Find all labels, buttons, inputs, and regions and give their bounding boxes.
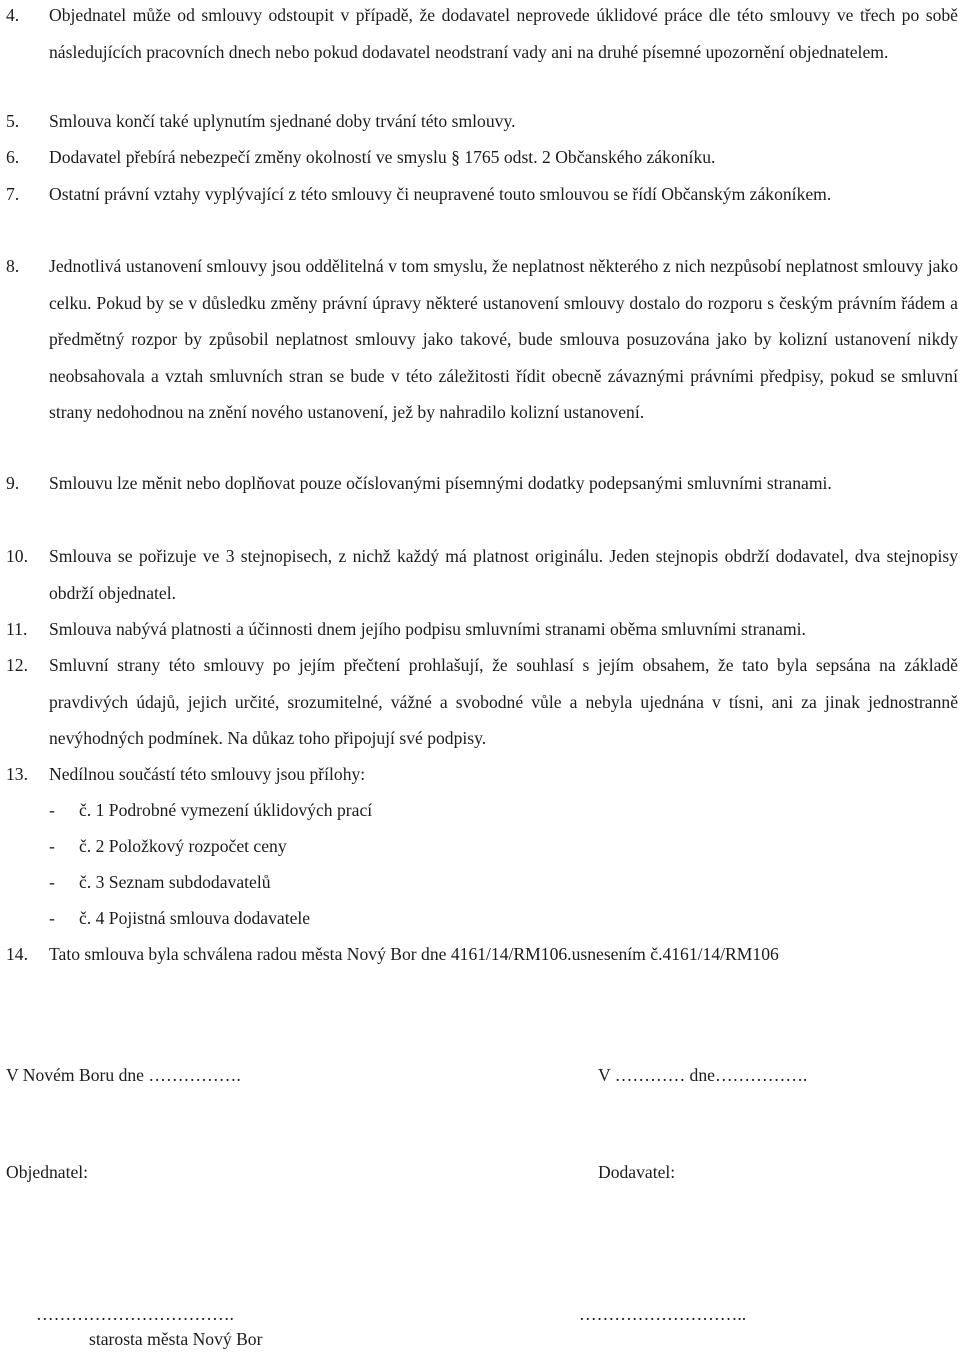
supplier-label: Dodavatel: bbox=[598, 1162, 676, 1182]
list-dash: - bbox=[49, 800, 55, 820]
clause-14 bbox=[0, 936, 958, 973]
clause-12 bbox=[0, 647, 958, 757]
clause-9 bbox=[0, 465, 958, 502]
clause-number: 9. bbox=[6, 473, 20, 493]
clause-10 bbox=[0, 538, 958, 611]
clause-text: Objednatel může od smlouvy odstoupit v případě, že dodavatel neprovede úklidové práce dle této smlouvy ve třech po sobě následujících pracovních dnech nebo pokud dodavatel neodstraní vady ani na druhé písemné upozornění objednatelem. bbox=[49, 5, 958, 62]
clause-text: Nedílnou součástí této smlouvy jsou přílohy: bbox=[49, 764, 366, 784]
clause-number: 4. bbox=[6, 5, 20, 25]
clause-number: 12. bbox=[6, 655, 28, 675]
signature-line-right: ……………………….. bbox=[579, 1304, 747, 1324]
clause-7 bbox=[0, 176, 958, 213]
list-dash: - bbox=[49, 836, 55, 856]
clause-number: 6. bbox=[6, 147, 20, 167]
clause-text: Smlouva končí také uplynutím sjednané doby trvání této smlouvy. bbox=[49, 111, 516, 131]
place-date-right: V ………… dne……………. bbox=[598, 1065, 808, 1085]
list-dash: - bbox=[49, 872, 55, 892]
clause-number: 14. bbox=[6, 944, 28, 964]
clause-number: 8. bbox=[6, 256, 20, 276]
mayor-title: starosta města Nový Bor bbox=[89, 1329, 263, 1349]
clause-5 bbox=[0, 103, 958, 140]
attachment-text: č. 4 Pojistná smlouva dodavatele bbox=[79, 908, 311, 928]
attachment-text: č. 2 Položkový rozpočet ceny bbox=[79, 836, 287, 856]
clause-text: Smlouva nabývá platnosti a účinnosti dnem jejího podpisu smluvními stranami oběma smluvními stranami. bbox=[49, 619, 806, 639]
clause-text: Smlouva se pořizuje ve 3 stejnopisech, z nichž každý má platnost originálu. Jeden stejnopis obdrží dodavatel, dva stejnopisy obdrží objednatel. bbox=[49, 546, 958, 603]
clause-6 bbox=[0, 139, 958, 176]
place-date-left: V Novém Boru dne ……………. bbox=[6, 1065, 241, 1085]
clause-text: Smlouvu lze měnit nebo doplňovat pouze očíslovanými písemnými dodatky podepsanými smluvními stranami. bbox=[49, 473, 832, 493]
clause-number: 10. bbox=[6, 546, 28, 566]
clause-13 bbox=[0, 756, 958, 793]
list-dash: - bbox=[49, 908, 55, 928]
clause-text: Dodavatel přebírá nebezpečí změny okolností ve smyslu § 1765 odst. 2 Občanského zákoníku. bbox=[49, 147, 716, 167]
clause-text: Smluvní strany této smlouvy po jejím přečtení prohlašují, že souhlasí s jejím obsahem, že tato byla sepsána na základě pravdivých údajů, jejich určité, srozumitelné, vážné a svobodné vůle a nebyla ujednána v tísni, ani za jinak jednostranně nevýhodných podmínek. Na důkaz toho připojují své podpisy. bbox=[49, 655, 958, 748]
clause-8 bbox=[0, 248, 958, 431]
clause-number: 5. bbox=[6, 111, 20, 131]
clause-4 bbox=[0, 0, 958, 70]
clause-11 bbox=[0, 611, 958, 648]
clause-text: Ostatní právní vztahy vyplývající z této smlouvy či neupravené touto smlouvou se řídí Občanským zákoníkem. bbox=[49, 184, 832, 204]
clause-text: Jednotlivá ustanovení smlouvy jsou oddělitelná v tom smyslu, že neplatnost některého z nich nezpůsobí neplatnost smlouvy jako celku. Pokud by se v důsledku změny právní úpravy některé ustanovení smlouvy dostalo do rozporu s českým právním řádem a předmětný rozpor by způsobil neplatnost smlouvy jako takové, bude smlouva posuzována jako by kolizní ustanovení nikdy neobsahovala a vztah smluvních stran se bude v této záležitosti řídit obecně závaznými právními předpisy, pokud se smluvní strany nedohodnou na znění nového ustanovení, jež by nahradilo kolizní ustanovení. bbox=[49, 256, 958, 422]
clause-text: Tato smlouva byla schválena radou města Nový Bor dne 4161/14/RM106.usnesením č.4161/14/RM106 bbox=[49, 944, 779, 964]
clause-number: 13. bbox=[6, 764, 28, 784]
clause-number: 7. bbox=[6, 184, 20, 204]
attachment-text: č. 3 Seznam subdodavatelů bbox=[79, 872, 271, 892]
clause-number: 11. bbox=[6, 619, 28, 639]
signature-line-left: ……………………………. bbox=[36, 1304, 234, 1324]
attachment-text: č. 1 Podrobné vymezení úklidových prací bbox=[79, 800, 373, 820]
customer-label: Objednatel: bbox=[6, 1162, 89, 1182]
